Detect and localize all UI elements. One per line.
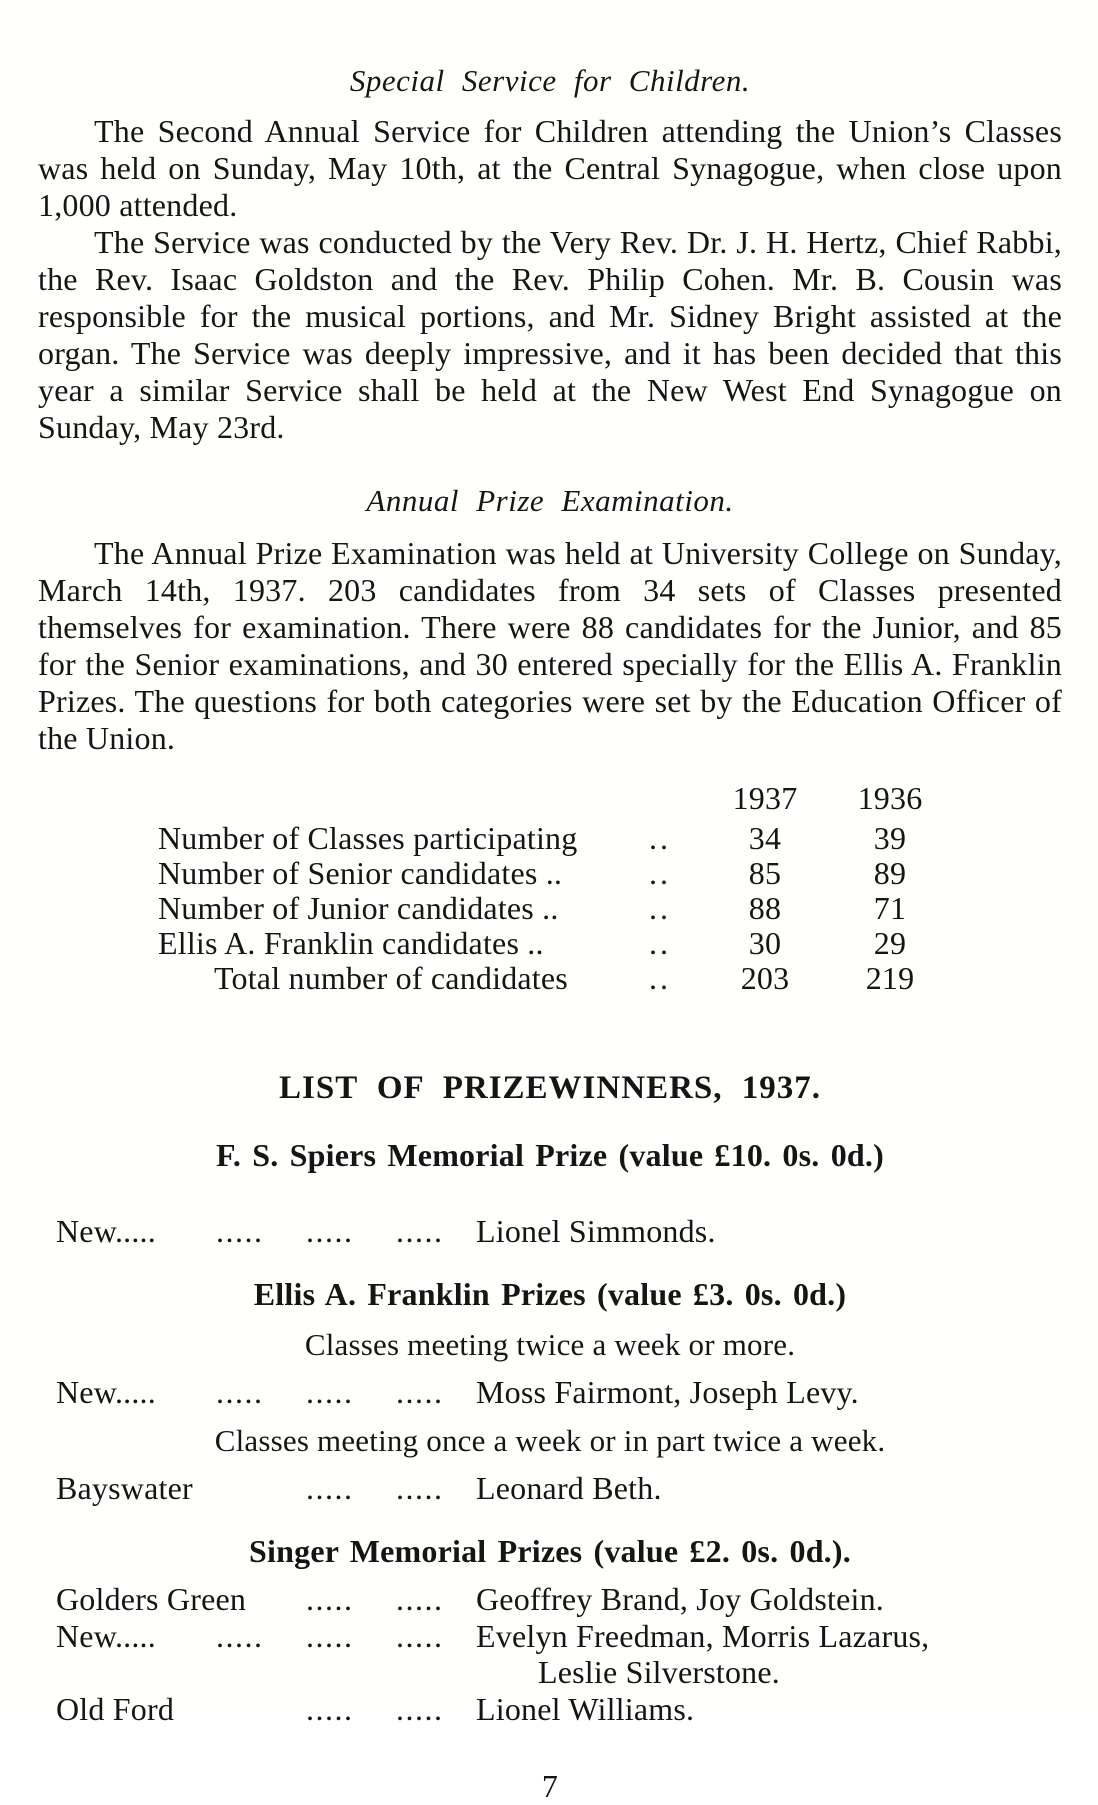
- value-1936: 219: [865, 960, 915, 996]
- leader-dots: .....: [396, 1374, 444, 1410]
- leader-dots: .....: [306, 1374, 354, 1410]
- paragraph-annual-prize-examination: The Annual Prize Examination was held at University College on Sunday, March 14th, 1937. 203 candidates from 34 sets of Classes presented themselves for examination. There were 88 candidates for the Junior, and 85 for the Senior examinations, and 30 entered specially for the Ellis A. Franklin Prizes. The questions for both categories were set by the Education Officer of the Union.: [38, 535, 1062, 756]
- row-label: Number of Junior candidates ..: [158, 890, 559, 926]
- value-1936: 29: [873, 925, 907, 961]
- table-row: [158, 926, 1062, 961]
- prize-row: [56, 1214, 1062, 1248]
- subheading-twice-a-week: Classes meeting twice a week or more.: [304, 1327, 796, 1362]
- value-1937: 34: [748, 820, 782, 856]
- value-1936: 89: [873, 855, 907, 891]
- table-header-row: [158, 781, 1062, 816]
- row-leader-dots: ..: [649, 890, 671, 926]
- value-1936: 71: [873, 890, 907, 926]
- value-1937: 88: [748, 890, 782, 926]
- paragraph-special-service-1: The Second Annual Service for Children attending the Union’s Classes was held on Sunday, May 10th, at the Central Synagogue, when close upon 1,000 attended.: [38, 113, 1062, 223]
- column-header-1936: 1936: [857, 780, 923, 816]
- leader-dots: .....: [396, 1581, 444, 1617]
- leader-dots: .....: [306, 1581, 354, 1617]
- row-leader-dots: ..: [649, 960, 671, 996]
- leader-dots: .....: [216, 1374, 264, 1410]
- prizewinners-title: LIST OF PRIZEWINNERS, 1937.: [278, 1070, 822, 1106]
- table-row: [158, 891, 1062, 926]
- leader-dots: .....: [216, 1618, 264, 1654]
- row-leader-dots: ..: [649, 855, 671, 891]
- leader-dots: .....: [306, 1618, 354, 1654]
- value-1937: 203: [740, 960, 790, 996]
- table-row-total: [158, 961, 1062, 996]
- leader-dots: .....: [396, 1691, 444, 1727]
- prize-row: [56, 1692, 1062, 1726]
- class-location: Bayswater: [56, 1470, 193, 1506]
- statistics-table: [158, 781, 1062, 996]
- class-location: New.....: [56, 1213, 156, 1249]
- leader-dots: .....: [306, 1691, 354, 1727]
- prize-row: [56, 1471, 1062, 1505]
- class-location: New.....: [56, 1618, 156, 1654]
- class-location: Old Ford: [56, 1691, 175, 1727]
- leader-dots: .....: [396, 1213, 444, 1249]
- value-1937: 85: [748, 855, 782, 891]
- winner-names-continued: Leslie Silverstone.: [538, 1654, 780, 1690]
- leader-dots: .....: [396, 1618, 444, 1654]
- paragraph-special-service-2: The Service was conducted by the Very Rev. Dr. J. H. Hertz, Chief Rabbi, the Rev. Isaac Goldston and the Rev. Philip Cohen. Mr. B. Cousin was responsible for the musical portions, and Mr. Sidney Bright assisted at the organ. The Service was deeply impressive, and it has been decided that this year a similar Service shall be held at the New West End Synagogue on Sunday, May 23rd.: [38, 224, 1062, 445]
- winner-names: Lionel Williams.: [476, 1691, 695, 1727]
- column-header-1937: 1937: [732, 780, 798, 816]
- winner-names: Geoffrey Brand, Joy Goldstein.: [476, 1581, 884, 1617]
- winner-names: Lionel Simmonds.: [476, 1213, 716, 1249]
- winner-names: Evelyn Freedman, Morris Lazarus,: [476, 1618, 930, 1654]
- table-row: [158, 856, 1062, 891]
- prize-row: [56, 1375, 1062, 1409]
- winner-names: Leonard Beth.: [476, 1470, 662, 1506]
- value-1937: 30: [748, 925, 782, 961]
- value-1936: 39: [873, 820, 907, 856]
- row-label: Number of Senior candidates ..: [158, 855, 563, 891]
- row-label: Total number of candidates: [214, 960, 568, 996]
- class-location: Golders Green: [56, 1581, 247, 1617]
- prize-row: [56, 1582, 1062, 1616]
- leader-dots: .....: [216, 1213, 264, 1249]
- table-header-spacer: [620, 781, 700, 816]
- subheading-once-a-week: Classes meeting once a week or in part twice a week.: [214, 1423, 886, 1458]
- section-heading-special-service: Special Service for Children.: [349, 63, 751, 98]
- row-label: Number of Classes participating: [158, 820, 578, 856]
- prize-row: [56, 1619, 1062, 1653]
- prize-heading-franklin: Ellis A. Franklin Prizes (value £3. 0s. 0d.): [253, 1276, 847, 1312]
- table-header-spacer: [158, 781, 620, 816]
- table-row: [158, 821, 1062, 856]
- row-leader-dots: ..: [649, 820, 671, 856]
- class-location: New.....: [56, 1374, 156, 1410]
- page-number: 7: [541, 1768, 559, 1804]
- row-label: Ellis A. Franklin candidates ..: [158, 925, 544, 961]
- prize-heading-spiers: F. S. Spiers Memorial Prize (value £10. 0s. 0d.): [216, 1137, 884, 1173]
- prize-heading-singer: Singer Memorial Prizes (value £2. 0s. 0d.).: [249, 1533, 851, 1569]
- section-heading-annual-prize-examination: Annual Prize Examination.: [366, 483, 734, 518]
- leader-dots: .....: [306, 1470, 354, 1506]
- row-leader-dots: ..: [649, 925, 671, 961]
- winner-names: Moss Fairmont, Joseph Levy.: [476, 1374, 859, 1410]
- leader-dots: .....: [306, 1213, 354, 1249]
- leader-dots: .....: [396, 1470, 444, 1506]
